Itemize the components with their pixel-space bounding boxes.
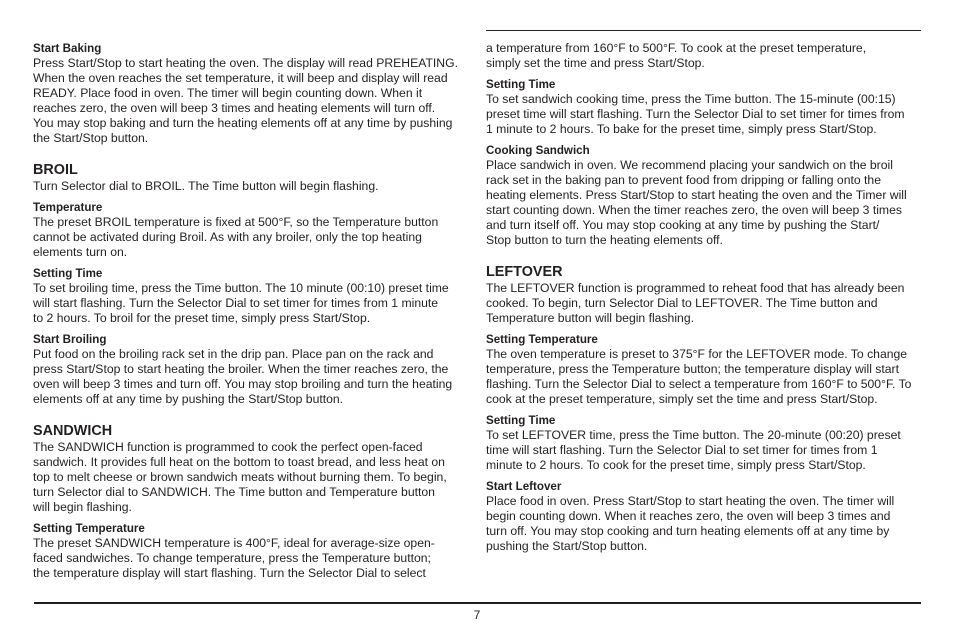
broil-setting-time-body — [33, 281, 471, 326]
leftover-setting-temperature-title: Setting Temperature — [486, 333, 598, 346]
sandwich-heading: SANDWICH — [33, 423, 113, 439]
cooking-sandwich-body — [486, 158, 924, 248]
text-line: cannot be activated during Broil. As with any broiler, only the top heating — [33, 230, 422, 244]
leftover-setting-time-body — [486, 428, 924, 473]
text-line: READY. Place food in oven. The timer will begin counting down. When it — [33, 86, 423, 100]
sandwich-setting-time-body — [486, 92, 924, 137]
start-baking-section — [33, 41, 471, 146]
text-line: heating elements. Press Start/Stop to start heating the oven and the Timer will — [486, 188, 907, 202]
text-line: will begin flashing. — [33, 500, 132, 514]
broil-temperature-body — [33, 215, 471, 260]
leftover-setting-time-title: Setting Time — [486, 414, 556, 427]
sandwich-setting-temperature-title: Setting Temperature — [33, 522, 145, 535]
text-line: Temperature button will begin flashing. — [486, 311, 694, 325]
text-line: The LEFTOVER function is programmed to reheat food that has already been — [486, 281, 905, 295]
start-baking-body — [33, 56, 471, 146]
text-line: oven will beep 3 times and turn off. You may stop broiling and turn the heating — [33, 377, 453, 391]
text-line: Put food on the broiling rack set in the drip pan. Place pan on the rack and — [33, 347, 434, 361]
text-line: The oven temperature is preset to 375°F for the LEFTOVER mode. To change — [486, 347, 908, 361]
text-line: a temperature from 160°F to 500°F. To cook at the preset temperature, — [486, 41, 867, 55]
bottom-rule — [34, 602, 921, 604]
sandwich-setting-temperature-body — [33, 536, 471, 581]
text-line: time will start flashing. Turn the Selector Dial to set timer for times from 1 — [486, 443, 878, 457]
text-line: start counting down. When the timer reaches zero, the oven will beep 3 times — [486, 203, 902, 217]
leftover-heading: LEFTOVER — [486, 264, 563, 280]
text-line: minute to 2 hours. To cook for the preset time, simply press Start/Stop. — [486, 458, 866, 472]
text-line: the temperature display will start flashing. Turn the Selector Dial to select — [33, 566, 426, 580]
text-line: press Start/Stop to start heating the broiler. When the timer reaches zero, the — [33, 362, 449, 376]
text-line: top to melt cheese or brown sandwich meats without burning them. To begin, — [33, 470, 447, 484]
text-line: When the oven reaches the set temperature, it will beep and display will read — [33, 71, 448, 85]
text-line: turn Selector dial to SANDWICH. The Time button and Temperature button — [33, 485, 435, 499]
leftover-setting-temperature-body — [486, 347, 924, 407]
text-line: reaches zero, the oven will beep 3 times and heating elements will turn off. — [33, 101, 436, 115]
text-line: to 2 hours. To broil for the preset time, simply press Start/Stop. — [33, 311, 371, 325]
text-line: simply set the time and press Start/Stop. — [486, 56, 705, 70]
text-line: Place food in oven. Press Start/Stop to start heating the oven. The timer will — [486, 494, 895, 508]
text-line: the Start/Stop button. — [33, 131, 149, 145]
text-line: sandwich. It provides full heat on the bottom to toast bread, and less heat on — [33, 455, 445, 469]
right-column — [486, 41, 924, 554]
start-broiling-title: Start Broiling — [33, 333, 107, 346]
text-line: temperature, press the Temperature button; the temperature display will start — [486, 362, 899, 376]
text-line: To set LEFTOVER time, press the Time button. The 20-minute (00:20) preset — [486, 428, 901, 442]
text-line: pushing the Start/Stop button. — [486, 539, 648, 553]
start-baking-title: Start Baking — [33, 42, 102, 55]
text-line: turn off. You may stop cooking and turn heating elements off at any time by — [486, 524, 890, 538]
text-line: The SANDWICH function is programmed to cook the perfect open-faced — [33, 440, 423, 454]
text-line: faced sandwiches. To change temperature, press the Temperature button; — [33, 551, 431, 565]
text-line: Place sandwich in oven. We recommend placing your sandwich on the broil — [486, 158, 893, 172]
start-broiling-body — [33, 347, 471, 407]
broil-section — [33, 161, 471, 407]
text-line: The preset BROIL temperature is fixed at 500°F, so the Temperature button — [33, 215, 439, 229]
text-line: begin counting down. When it reaches zero, the oven will beep 3 times and — [486, 509, 891, 523]
text-line: 1 minute to 2 hours. To bake for the preset time, simply press Start/Stop. — [486, 122, 877, 136]
text-line: elements turn on. — [33, 245, 128, 259]
sandwich-intro — [33, 440, 471, 515]
sandwich-setting-time-title: Setting Time — [486, 78, 556, 91]
broil-heading: BROIL — [33, 162, 78, 178]
start-leftover-title: Start Leftover — [486, 480, 562, 493]
text-line: cook at the preset temperature, simply set the time and press Start/Stop. — [486, 392, 878, 406]
text-line: To set sandwich cooking time, press the Time button. The 15-minute (00:15) — [486, 92, 896, 106]
text-line: flashing. Turn the Selector Dial to select a temperature from 160°F to 500°F. To — [486, 377, 912, 391]
text-line: Stop button to turn the heating elements off. — [486, 233, 723, 247]
leftover-section — [486, 263, 924, 554]
text-line: and turn itself off. You may stop cooking at any time by pushing the Start/ — [486, 218, 880, 232]
cooking-sandwich-title: Cooking Sandwich — [486, 144, 590, 157]
sandwich-temperature-continuation — [486, 41, 924, 71]
text-line: elements off at any time by pushing the Start/Stop button. — [33, 392, 344, 406]
text-line: cooked. To begin, turn Selector Dial to LEFTOVER. The Time button and — [486, 296, 878, 310]
sandwich-section — [33, 422, 471, 581]
leftover-intro — [486, 281, 924, 326]
start-leftover-body — [486, 494, 924, 554]
page-number: 7 — [473, 608, 481, 622]
text-line: To set broiling time, press the Time button. The 10 minute (00:10) preset time — [33, 281, 449, 295]
text-line: The preset SANDWICH temperature is 400°F, ideal for average-size open- — [33, 536, 435, 550]
left-column — [33, 41, 471, 581]
text-line: rack set in the baking pan to prevent food from dripping or falling onto the — [486, 173, 881, 187]
broil-intro: Turn Selector dial to BROIL. The Time button will begin flashing. — [33, 179, 379, 193]
text-line: Press Start/Stop to start heating the oven. The display will read PREHEATING. — [33, 56, 458, 70]
text-line: preset time will start flashing. Turn the Selector Dial to set timer for times from — [486, 107, 905, 121]
text-line: You may stop baking and turn the heating elements off at any time by pushing — [33, 116, 453, 130]
text-line: will start flashing. Turn the Selector Dial to set timer for times from 1 minute — [33, 296, 439, 310]
top-rule — [486, 30, 921, 31]
broil-setting-time-title: Setting Time — [33, 267, 103, 280]
broil-temperature-title: Temperature — [33, 201, 103, 214]
